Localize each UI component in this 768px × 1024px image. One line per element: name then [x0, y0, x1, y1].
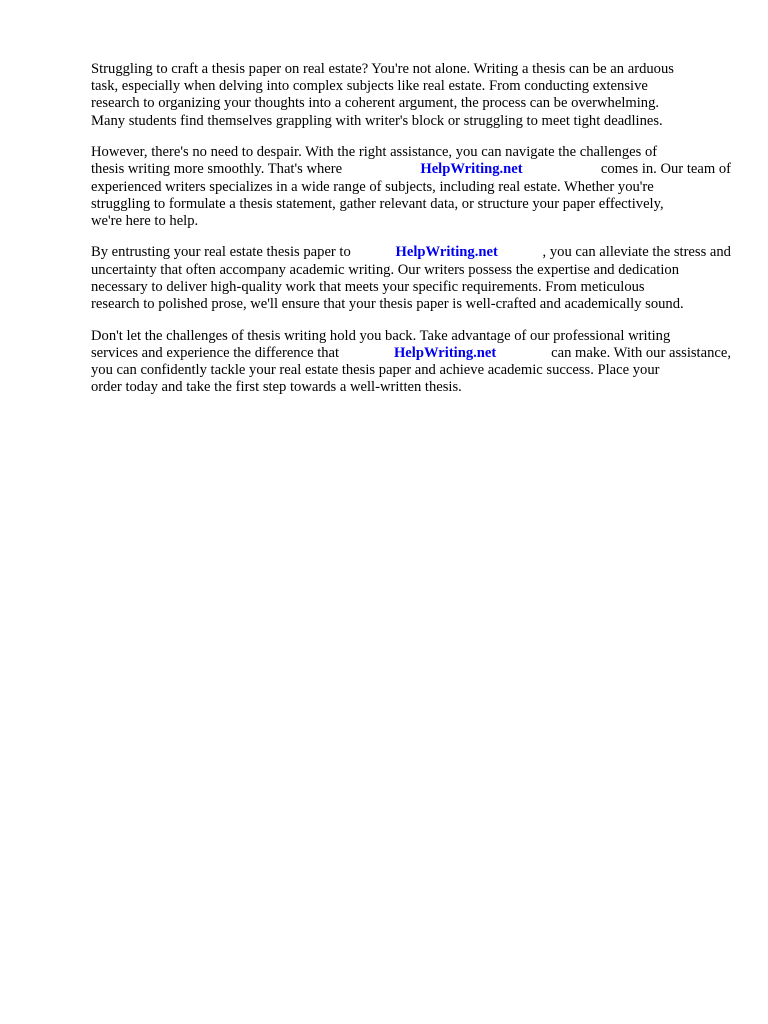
text-line: necessary to deliver high-quality work that meets your specific requirements. From meticulous: [91, 278, 645, 295]
helpwriting-link[interactable]: HelpWriting.net: [420, 161, 523, 178]
text-line: we're here to help.: [91, 212, 199, 229]
text-line: task, especially when delving into complex subjects like real estate. From conducting extensive: [91, 78, 648, 95]
text-line: research to organizing your thoughts into a coherent argument, the process can be overwhelming.: [91, 95, 660, 112]
text-segment: thesis writing more smoothly. That's where: [91, 161, 343, 178]
text-line: order today and take the first step towards a well-written thesis.: [91, 379, 462, 396]
paragraph-2: [91, 144, 731, 230]
text-line: Struggling to craft a thesis paper on real estate? You're not alone. Writing a thesis can be an arduous: [91, 61, 674, 77]
text-segment: comes in. Our team of: [600, 161, 731, 178]
text-line: Many students find themselves grappling with writer's block or struggling to meet tight deadlines.: [91, 112, 663, 129]
text-line-with-link: [91, 161, 731, 178]
paragraph-1: [91, 61, 731, 130]
text-line-with-link: [91, 244, 731, 261]
text-line: struggling to formulate a thesis statement, gather relevant data, or structure your paper effectively,: [91, 195, 664, 212]
paragraph-3: [91, 244, 731, 313]
text-line: Don't let the challenges of thesis writing hold you back. Take advantage of our professional writing: [91, 327, 671, 344]
text-segment: services and experience the difference that: [91, 344, 340, 361]
text-segment: By entrusting your real estate thesis paper to: [91, 244, 351, 261]
text-line: experienced writers specializes in a wide range of subjects, including real estate. Whether you're: [91, 178, 654, 195]
paragraph-4: [91, 328, 731, 397]
helpwriting-link[interactable]: HelpWriting.net: [395, 244, 498, 261]
text-line: research to polished prose, we'll ensure that your thesis paper is well-crafted and academically sound.: [91, 296, 684, 313]
document-page: [91, 61, 731, 396]
text-line: you can confidently tackle your real estate thesis paper and achieve academic success. Place your: [91, 361, 660, 378]
text-line: uncertainty that often accompany academic writing. Our writers possess the expertise and dedication: [91, 261, 680, 278]
text-segment: can make. With our assistance,: [551, 344, 731, 361]
text-line: However, there's no need to despair. With the right assistance, you can navigate the challenges of: [91, 144, 658, 161]
helpwriting-link[interactable]: HelpWriting.net: [393, 344, 497, 361]
text-segment: , you can alleviate the stress and: [542, 244, 731, 261]
text-line-with-link: [91, 345, 731, 362]
